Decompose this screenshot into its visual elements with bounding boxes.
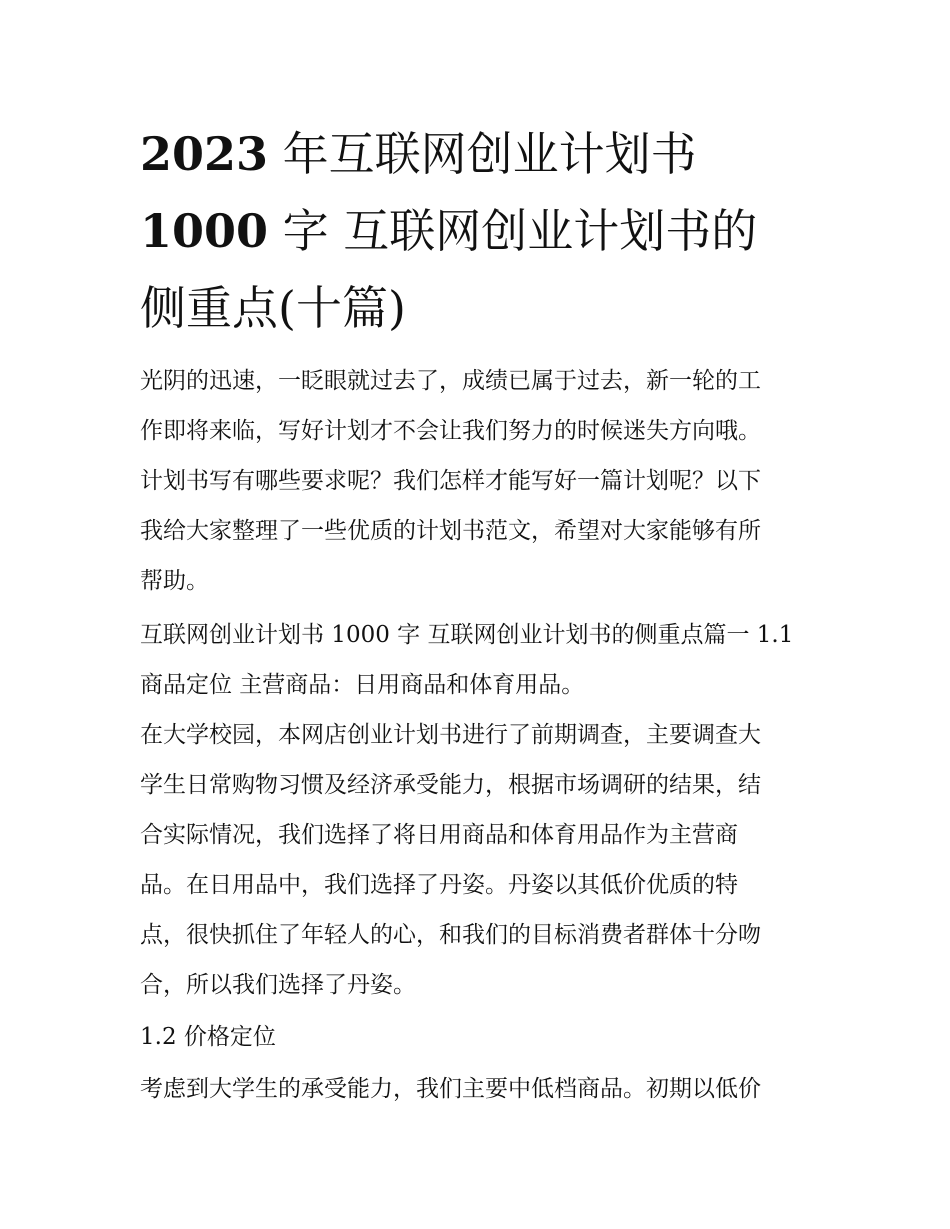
intro-paragraph [140,356,812,606]
text-line: 商品定位 主营商品：日用商品和体育用品。 [140,672,585,698]
text-line: 学生日常购物习惯及经济承受能力，根据市场调研的结果，结 [140,772,761,798]
title-line-1 [140,116,820,193]
text-line: 作即将来临，写好计划才不会让我们努力的时候迷失方向哦。 [140,418,761,444]
subheading-paragraph [140,1012,812,1062]
title-number: 1000 [140,204,269,258]
text-line: 合，所以我们选择了丹姿。 [140,972,416,998]
text-line: 帮助。 [140,568,209,594]
title-line-2 [140,193,820,270]
title-number: 2023 [140,127,269,181]
text-line: 品。在日用品中，我们选择了丹姿。丹姿以其低价优质的特 [140,872,738,898]
text-line: 考虑到大学生的承受能力，我们主要中低档商品。初期以低价 [140,1076,761,1102]
title-text: 侧重点(十篇) [140,281,406,335]
document-title [140,116,820,347]
text-line: 计划书写有哪些要求呢？我们怎样才能写好一篇计划呢？以下 [140,468,761,494]
text-line: 合实际情况，我们选择了将日用商品和体育用品作为主营商 [140,822,738,848]
text-line: 互联网创业计划书 1000 字 互联网创业计划书的侧重点篇一 1.1 [140,622,794,648]
body-paragraph [140,1064,812,1114]
title-text: 字 互联网创业计划书的 [268,204,758,258]
title-line-3 [140,270,820,347]
section-heading-paragraph [140,610,812,710]
text-line: 点，很快抓住了年轻人的心，和我们的目标消费者群体十分吻 [140,922,761,948]
body-paragraph [140,710,812,1010]
title-text: 年互联网创业计划书 [268,127,697,181]
text-line: 光阴的迅速，一眨眼就过去了，成绩已属于过去，新一轮的工 [140,368,761,394]
text-line: 在大学校园，本网店创业计划书进行了前期调查，主要调查大 [140,722,761,748]
text-line: 1.2 价格定位 [140,1024,276,1050]
text-line: 我给大家整理了一些优质的计划书范文，希望对大家能够有所 [140,518,761,544]
